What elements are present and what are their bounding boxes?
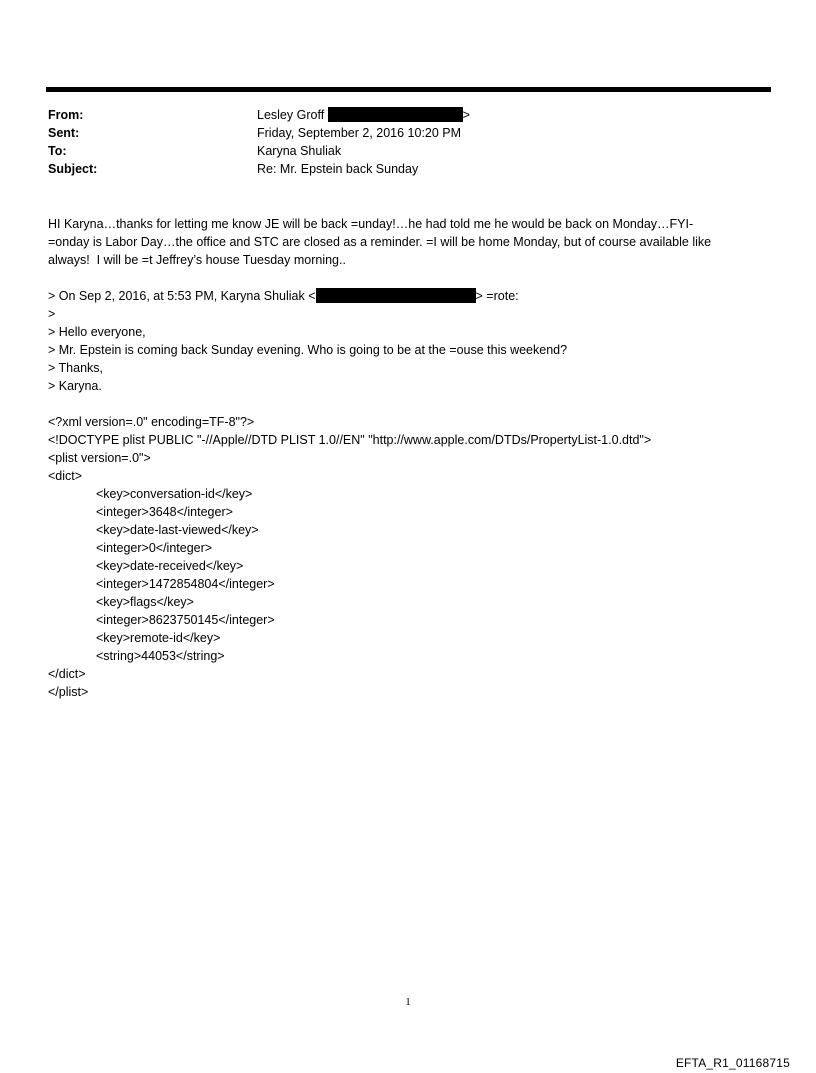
sent-label: Sent: <box>48 126 80 140</box>
sent-value: Friday, September 2, 2016 10:20 PM <box>257 126 462 140</box>
plist-line: <integer>0</integer> <box>96 541 213 555</box>
from-name: Lesley Groff <box>257 108 325 122</box>
plist-line: <integer>1472854804</integer> <box>96 577 275 591</box>
quote-line: > Karyna. <box>48 379 102 393</box>
redaction-box <box>316 288 476 303</box>
plist-line: <!DOCTYPE plist PUBLIC "-//Apple//DTD PLIST 1.0//EN" "http://www.apple.com/DTDs/PropertyList-1.0.dtd"> <box>48 433 652 447</box>
from-value <box>257 106 470 124</box>
quote-line: > Thanks, <box>48 361 104 375</box>
to-label: To: <box>48 144 67 158</box>
plist-line: <key>conversation-id</key> <box>96 487 253 501</box>
plist-line: <dict> <box>48 469 83 483</box>
quote-suffix: > =rote: <box>475 289 519 303</box>
message-line: HI Karyna…thanks for letting me know JE will be back =unday!…he had told me he would be back on Monday…FYI- <box>48 217 694 231</box>
page-number: 1 <box>405 996 411 1008</box>
plist-block <box>48 413 768 701</box>
message-paragraph <box>48 215 768 269</box>
message-line: always! I will be =t Jeffrey’s house Tuesday morning.. <box>48 253 346 267</box>
plist-line: </dict> <box>48 667 86 681</box>
from-suffix: > <box>462 108 470 122</box>
document-id: EFTA_R1_01168715 <box>675 1056 790 1070</box>
plist-line: <integer>8623750145</integer> <box>96 613 275 627</box>
plist-line: <key>date-received</key> <box>96 559 244 573</box>
plist-line: <key>date-last-viewed</key> <box>96 523 259 537</box>
quote-header-line <box>48 287 768 305</box>
plist-line: </plist> <box>48 685 89 699</box>
plist-line: <plist version=.0"> <box>48 451 151 465</box>
quote-line: > <box>48 307 56 321</box>
plist-line: <key>remote-id</key> <box>96 631 221 645</box>
to-value: Karyna Shuliak <box>257 144 342 158</box>
subject-label: Subject: <box>48 162 98 176</box>
plist-line: <integer>3648</integer> <box>96 505 233 519</box>
plist-line: <string>44053</string> <box>96 649 225 663</box>
subject-value: Re: Mr. Epstein back Sunday <box>257 162 419 176</box>
header-rule <box>46 87 771 92</box>
plist-line: <?xml version=.0" encoding=TF-8"?> <box>48 415 255 429</box>
quote-prefix: > On Sep 2, 2016, at 5:53 PM, Karyna Shuliak < <box>48 289 316 303</box>
from-label: From: <box>48 108 84 122</box>
plist-line: <key>flags</key> <box>96 595 194 609</box>
quoted-message <box>48 287 768 395</box>
message-line: =onday is Labor Day…the office and STC are closed as a reminder. =I will be home Monday, but of course available like <box>48 235 712 249</box>
quote-line: > Mr. Epstein is coming back Sunday evening. Who is going to be at the =ouse this weekend? <box>48 343 568 357</box>
redaction-box <box>328 107 463 122</box>
quote-line: > Hello everyone, <box>48 325 146 339</box>
